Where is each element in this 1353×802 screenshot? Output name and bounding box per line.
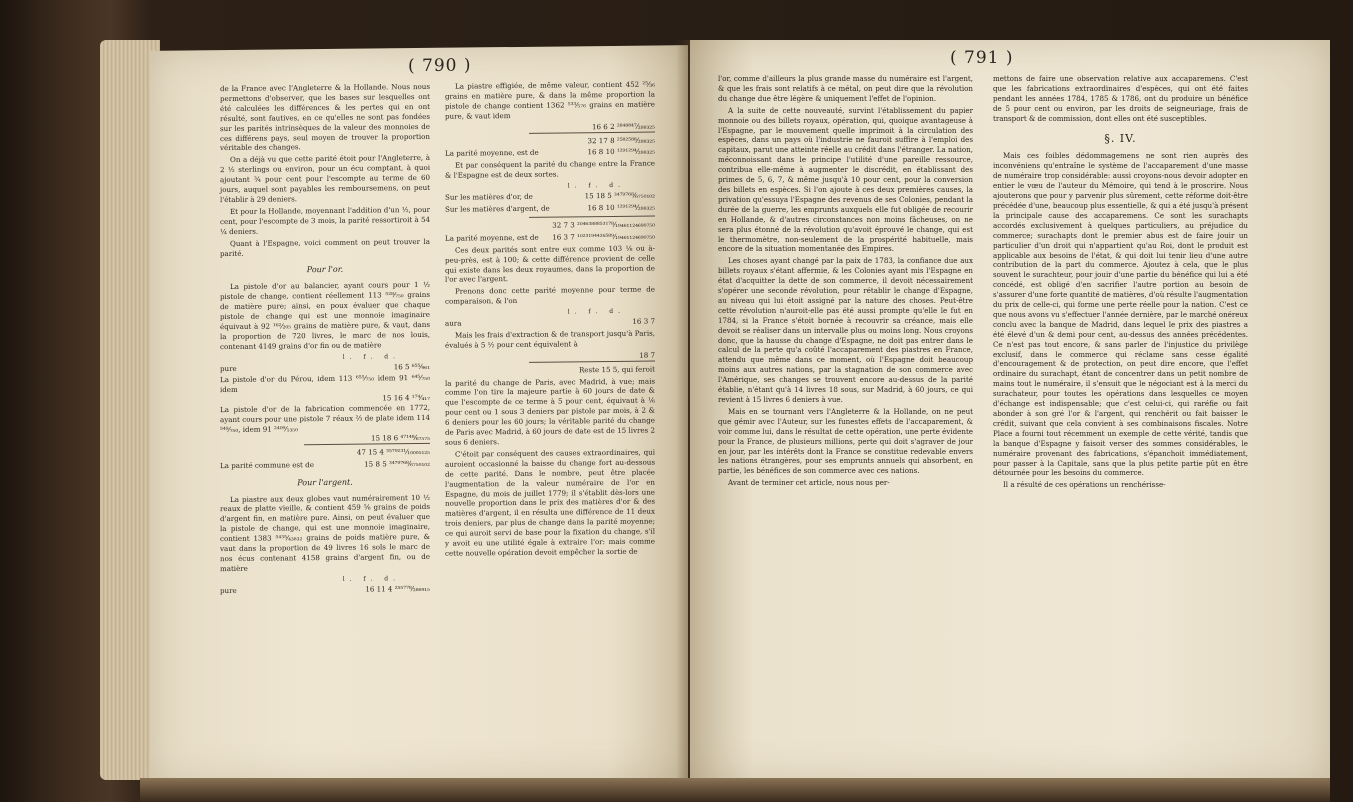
units-label: l. f. d. [342, 574, 400, 583]
paragraph: de la France avec l'Angleterre & la Hollande. Nous nous permettons d'observer, que les bases sur lesquelles ont été calculées les différences & les pertes qui en ont résulté, sont fautives, en ce qu'elles ne sont pas fondées sur les parités intrinsèques de la valeur des monnoies de ces différens pays, seul moyen de trouver la proportion véritable des changes. [220, 81, 430, 153]
paragraph: La piastre aux deux globes vaut numérairement 10 ½ reaux de platte vieille, & contient 459 ⅝ grains de poids d'argent fin, en matière pure. Ainsi, on peut évaluer que la pistole de change, qui est une monnoie imaginaire, contient 1383 ⁵⁴³⁵⁄₄₃₈₃₂ grains de poids matière pure, & vaut dans la proportion de 49 livres 16 sols le marc de nos écus contenant 4158 grains d'argent fin, ou de matière [220, 492, 430, 573]
paragraph: Quant à l'Espagne, voici comment on peut trouver la parité. [220, 236, 430, 258]
sum-rule [529, 360, 655, 362]
book-bottom-edge [140, 778, 1330, 802]
paragraph: mettons de faire une observation relative aux accaparemens. C'est que les fabrications extraordinaires d'espèces, qui ont été faites pendant les années 1784, 1785 & 1786, ont du produire un bénéfice de 5 pour cent ou environ, par les droits de seigneuriage, frais de transport & de commission, dont elles ont été susceptibles. [993, 74, 1248, 123]
calc-row: La parité commune est de 15 8 5 ³⁴⁷⁹⁷⁶⁸⁄₆₇₅₀₁₀₂ [220, 458, 430, 470]
units-label: l. f. d. [567, 181, 625, 190]
paragraph: Les choses ayant changé par la paix de 1783, la confiance due aux billets royaux s'étant affermie, & les Colonies ayant mis l'Espagne en état d'acquitter la dette de son commerce, il devoit nécessairement s'opérer une seconde révolution, pour rétablir le change d'Espagne, au niveau qui lui étoit assigné par la nature des choses. Peut-être cette révolution n'auroit-elle pas été aussi prompte qu'elle le fut en 1784, si la France s'étoit bornée à recouvrir sa créance, mais elle devoit se réaliser dans un intervalle plus ou moins long. Nous croyons donc, que la hausse du change d'Espagne, ne doit pas entrer dans le calcul de la perte qu'a coûté l'accaparement des piastres en France, attendu que même dans ce moment, où l'Espagne doit beaucoup moins aux autres nations, par la stagnation de son commerce avec l'Amérique, ses changes se trouvent encore au-dessus de la parité établie, n'étant qu'à 14 livres 18 sous, sur Madrid, à 60 jours, ce qui revient à 15 livres 6 deniers à vue. [718, 256, 973, 404]
left-page-number: ( 790 ) [408, 55, 472, 77]
paragraph: Ces deux parités sont entre eux comme 103 ⅛ ou à-peu-près, est à 100; & cette différence provient de celle qui existe dans les deux royaumes, dans la proportion de l'or avec l'argent. [445, 243, 655, 285]
paragraph: Mais les frais d'extraction & de transport jusqu'à Paris, évalués à 5 ½ pour cent équivalent à [445, 328, 655, 350]
paragraph: l'or, comme d'ailleurs la plus grande masse du numéraire est l'argent, & que les frais sont relatifs à ce métal, on peut dire que la révolution du change due être légère & uniquement l'effet de l'opinion. [718, 74, 973, 103]
sum-row: 32 7 3 ²⁰⁴⁶³⁸⁸⁸⁵³¹⁷⁸⁄₁₉₄₆₁₁₂₄₆₉₀₇₅₀ [552, 219, 655, 230]
calc-row: Reste 15 5, qui feroit [578, 364, 655, 374]
sum-row: 32 17 8 ²⁵⁸²⁵⁸⁸⁄₂₈₈₃₂₅ [587, 135, 655, 145]
paragraph: la parité du change de Paris, avec Madrid, à vue; mais comme l'on tire la majeure partie à 60 jours de date & que l'escompte de ce terme à 5 pour cent, équivaut à ⅙ pour cent ou 1 sous 3 deniers par pistole par mois, à 2 & 6 deniers pour les 60 jours; la véritable parité du change de Paris avec Madrid, à 60 jours de date est de 15 livres 2 sous 6 deniers. [445, 376, 655, 447]
sum-rule [304, 443, 430, 445]
paragraph: A la suite de cette nouveauté, survint l'établissement du papier monnoie ou des billets royaux, opération, qui, quoique avantageuse à l'Espagne, par le mouvement quelle imprimoit à la circulation des espèces, dans un pays où l'industrie ne fauroit suffire à l'emploi des capitaux, parut une atteinte réelle au crédit dans l'étranger. La nation, méconnoissant dans le principe l'utilité d'une pareille ressource, contribua elle-même à augmenter le discrédit, en établissant des primes de 5, 6, 7, & même jusqu'à 10 pour cent, pour la conversion des billets en espèces. Si l'on ajoute à ces deux premières causes, la privation qu'essuya l'Espagne des revenus de ses Colonies, pendant la durée de la guerre, les emprunts auxquels elle fut obligée de recourir en Hollande, & d'autres circonstances non moins fâcheuses, on ne sera plus étonné de la révolution qu'avoit éprouvé le change, qui est le thermomètre, non-seulement de la prospérité habituelle, mais encore de la situation momentanée des Empires. [718, 105, 973, 254]
right-page-number: ( 791 ) [950, 48, 1014, 68]
subheading-argent: Pour l'argent. [297, 477, 353, 487]
paragraph: Et par conséquent la parité du change entre la France & l'Espagne est de deux sortes. [445, 158, 655, 180]
paragraph: Et pour la Hollande, moyennant l'addition d'un ½, pour cent, pour l'escompte de 3 mois, la parité ressortiroit à 54 ¼ deniers. [220, 204, 430, 236]
subheading-or: Pour l'or. [306, 265, 344, 275]
calc-row: pure 16 5 ⁶⁵⁵⁄₉₆₁ [220, 361, 430, 373]
left-page-column-1 [220, 82, 430, 598]
left-page [150, 45, 688, 786]
calc-row: La parité moyenne, est de 16 8 10 ¹²⁹¹²⁹⁴⁄₂₈₈₃₂₅ [445, 146, 655, 159]
paragraph: C'étoit par conséquent des causes extraordinaires, qui auroient occasionné la baisse du change fort au-dessous de cette parité. Dans le nombre, peut être placée l'augmentation de la valeur numéraire de l'or en Espagne, du mois de juillet 1779; il s'établit dès-lors une nouvelle proportion dans le prix des matières d'or & des matières d'argent, il en résulta une différence de 11 deux trois deniers, par plus de change dans la parité moyenne; ce qui auroit servi de base pour la fixation du change, s'il y avoit eu une utilité égale à extraire l'or: mais comme cette nouvelle opération devoit empêcher la sortie de [445, 447, 655, 558]
paragraph: Mais en se tournant vers l'Angleterre & la Hollande, on ne peut que gémir avec l'Auteur, sur les funestes effets de l'accaparement, & voir comme lui, dans le résultat de cette opération, une perte évidente pour la France, de plusieurs millions, perte qui doit s'agraver de jour en jour, par les intérêts dont la France se constitue redevable envers les nations étrangères, pour ses emprunts annuels qui absorbent, en partie, les bénéfices de son commerce avec ces nations. [718, 406, 973, 476]
units-label: l. f. d. [342, 352, 400, 361]
sum-row: 47 15 4 ³⁵⁷⁹²³¹⁄₁₀₀₀₅₁₂₅ [356, 446, 430, 457]
paragraph: La pistole d'or au balancier, ayant cours pour 1 ½ pistole de change, contient réellement 113 ⁵²⁸⁄₇₅₀ grains de matière pure; ainsi, en poux évaluer que chaque pistole de change qui est une monnoie imaginaire équivaut à 92 ¹⁶²⁄₂₀₅ grains de matière pure, & vaut, dans la proportion de 720 livres, le marc de nos louis, contenant 4149 grains d'or fin ou de matière [220, 280, 430, 351]
right-page-column-2 [993, 74, 1248, 492]
right-page [690, 40, 1330, 782]
calc-row: aura 16 3 7 [445, 316, 655, 328]
paragraph: Prenons donc cette parité moyenne pour terme de comparaison, & l'on [445, 284, 655, 306]
calc-row: Sur les matières d'or, de 15 18 5 ³⁴⁷⁹⁷⁶⁸⁄₆₇₅₀₁₀₂ [445, 190, 655, 202]
paragraph: On a déjà vu que cette parité étoit pour l'Angleterre, à 2 ½ sterlings ou environ, pour un écu comptant, à quoi ajoutant ¾ pour cent pour l'escompte au terme de 60 jours, auquel sont payables les remboursemens, on peut l'établir à 29 deniers. [220, 153, 430, 205]
right-page-column-1 [718, 74, 973, 490]
calc-row: La pistole d'or de la fabrication commencée en 1772, ayant cours pour une pistole 7 réaux ⅔ de plate idem 114 ⁵⁴⁹⁄₇₅₀, idem 91 ²⁴⁰⁹⁄₁₃₅₀ 15 18 6 ⁴⁷¹⁴⁸⁄₆₇₅₇₅ [220, 403, 430, 443]
section-title: §. IV. [1104, 131, 1137, 145]
calc-row: Sur les matières d'argent, de 16 8 10 ¹²⁹¹²⁹⁴⁄₂₈₈₃₂₅ [445, 202, 655, 214]
paragraph: La piastre effigiée, de même valeur, contient 452 ²⁵⁄₃₆ grains en matière pure, & dans la même proportion la pistole de change contient 1362 ⁵³³⁄₅₇₆ grains en matière pure, & vaut idem [445, 79, 655, 121]
calc-row: La parité moyenne, est de 16 3 7 ¹⁰²³¹⁹⁴⁴²⁶⁵⁸⁹⁄₁₉₄₆₁₁₂₄₆₉₀₇₅₀ [445, 231, 655, 243]
paragraph: Mais ces foibles dédommagemens ne sont rien auprès des inconvéniens qu'entraîne le système de l'accaparement d'une masse de numéraire trop considérable: aussi croyons-nous devoir adopter en entier le vœu de l'auteur du Mémoire, qui tend à le proscrire. Nous ajouterons que pour y parvenir plus sûrement, cette réforme doit-être précédée d'une, beaucoup plus essentielle, & qui a été jusqu'à présent la principale cause des accaparemens. Ce sont les surachapts accordés exclusivement à quelques particuliers, au préjudice du commerce; surachapts dont le premier abus est de faire jouir un particulier d'un droit qui n'appartient qu'au Roi, dont le produit est applicable aux besoins de l'état, & qui doit lui tenir lieu d'une autre contribution de la part du commerce. Ajoutez à cela, que le plus souvent le surachteur, pour jouir d'une partie du bénéfice qui lui a été concédé, est obligé d'en sacrifier l'autre portion au besoin de s'assurer d'une forte quantité de matières, d'où résulte l'augmentation du prix de celle-ci, qui forme une perte réelle pour la nation. C'est ce que nous avons vu s'effectuer l'année dernière, par le marché onéreux conclu avec la banque de Madrid, dans lequel le prix des piastres a été élevé d'un & demi pour cent, au-dessus des années précédentes. Ce n'est pas tout encore, & sans parler de l'injustice du privilège exclusif, dans le commerce qui réclame sans cesse égalité d'encouragement & de protection, on peut dire encore, que l'effet ordinaire du surachapt, étant de concentrer dans un petit nombre de mains tout le numéraire, il s'ensuit que le négociant est à la merci du surachateur, pour toutes les opérations dans lesquelles ce moyen d'échange est indispensable; que c'est celui-ci, qui raréfie ou fait abonder à son gré l'or & l'argent, qui renchérit ou fait baisser le crédit, suivant que cela convient à ses combinaisons fiscales. Notre Place a fourni tout récemment un exemple de cette vérité, tandis que la banque d'Espagne y faisoit verser des sommes considérables, le numéraire provenant des fabrications, s'épanchoit immédiatement, pour passer à la Capitale, sans que la plus petite partie pût en être détournée pour les besoins du commerce. [993, 151, 1248, 478]
paragraph: Avant de terminer cet article, nous nous per- [728, 478, 890, 488]
calc-row: La pistole d'or du Pérou, idem 113 ⁶⁵⁵⁄₇₅₀ idem 91 ⁶⁴⁵⁄₇₅₀ idem 15 16 4 ¹⁷⁴⁄₄₁₇ [220, 373, 430, 403]
calc-row: 18 7 [639, 350, 655, 360]
left-page-column-2 [445, 80, 655, 561]
paragraph: Il a résulté de ces opérations un renchérisse- [1003, 480, 1166, 490]
calc-row: pure 16 11 4 ²⁵⁵⁷⁷⁸⁄₂₈₆₉₁₅ [220, 583, 430, 595]
calc-row: 16 6 2 ²⁸⁴⁸⁸⁴⁷⁄₂₈₈₃₂₅ [592, 121, 655, 131]
units-label: l. f. d. [567, 307, 625, 316]
sum-rule [529, 215, 655, 217]
